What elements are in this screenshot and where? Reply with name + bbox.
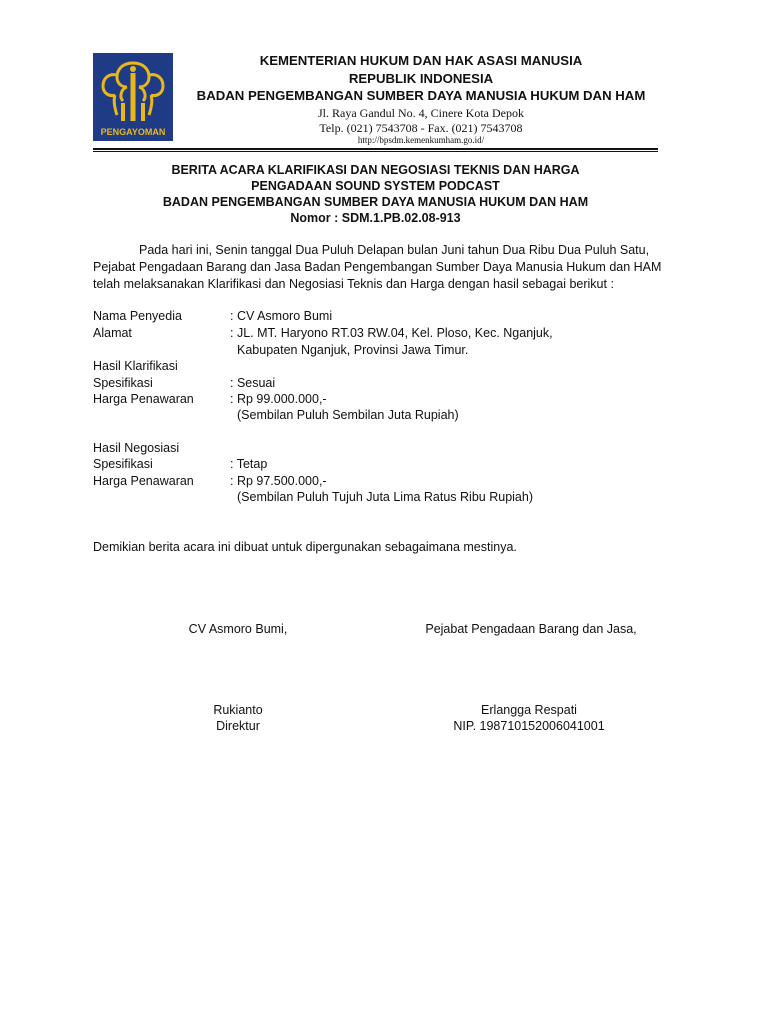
- signatory-right-name: Erlangga Respati: [481, 703, 577, 717]
- clarification-spec-value: : Sesuai: [230, 376, 276, 390]
- signatory-right-nip: NIP. 198710152006041001: [453, 719, 605, 733]
- signatory-left-party: CV Asmoro Bumi,: [188, 622, 288, 636]
- provider-value: : CV Asmoro Bumi: [230, 309, 333, 323]
- ministry-name: KEMENTERIAN HUKUM DAN HAK ASASI MANUSIA: [259, 53, 583, 68]
- clarification-heading: Hasil Klarifikasi: [93, 359, 178, 373]
- negotiation-spec-value: : Tetap: [230, 457, 268, 471]
- letterhead-divider-thin: [93, 151, 658, 152]
- negotiation-price-words: (Sembilan Puluh Tujuh Juta Lima Ratus Ribu Rupiah): [237, 490, 533, 504]
- document-agency: BADAN PENGEMBANGAN SUMBER DAYA MANUSIA HUKUM DAN HAM: [162, 195, 589, 209]
- intro-line-1: Pada hari ini, Senin tanggal Dua Puluh Delapan bulan Juni tahun Dua Ribu Dua Puluh Satu,: [139, 243, 650, 257]
- negotiation-price-label: Harga Penawaran: [93, 474, 194, 488]
- agency-address: Jl. Raya Gandul No. 4, Cinere Kota Depok: [318, 106, 524, 120]
- agency-website: http://bpsdm.kemenkumham.go.id/: [357, 135, 485, 145]
- agency-name: BADAN PENGEMBANGAN SUMBER DAYA MANUSIA HUKUM DAN HAM: [196, 88, 646, 103]
- signatory-left-name: Rukianto: [213, 703, 263, 717]
- negotiation-spec-label: Spesifikasi: [93, 457, 153, 471]
- document-title: BERITA ACARA KLARIFIKASI DAN NEGOSIASI TEKNIS DAN HARGA: [171, 163, 580, 177]
- pengayoman-logo: [93, 53, 173, 141]
- negotiation-price-value: : Rp 97.500.000,-: [230, 474, 327, 488]
- document-number: Nomor : SDM.1.PB.02.08-913: [290, 211, 461, 225]
- address-continuation: Kabupaten Nganjuk, Provinsi Jawa Timur.: [237, 343, 469, 357]
- letterhead-divider: [93, 148, 658, 150]
- signatory-left-title: Direktur: [216, 719, 260, 733]
- provider-label: Nama Penyedia: [93, 309, 182, 323]
- intro-line-3: telah melaksanakan Klarifikasi dan Negosiasi Teknis dan Harga dengan hasil sebagai berikut :: [93, 277, 614, 291]
- address-value: : JL. MT. Haryono RT.03 RW.04, Kel. Ploso, Kec. Nganjuk,: [230, 326, 553, 340]
- country-name: REPUBLIK INDONESIA: [348, 71, 494, 86]
- intro-line-2: Pejabat Pengadaan Barang dan Jasa Badan Pengembangan Sumber Daya Manusia Hukum dan HAM: [93, 260, 662, 274]
- agency-phone-fax: Telp. (021) 7543708 - Fax. (021) 7543708: [319, 121, 523, 135]
- logo-caption: PENGAYOMAN: [100, 127, 166, 137]
- clarification-price-words: (Sembilan Puluh Sembilan Juta Rupiah): [237, 408, 459, 422]
- address-label: Alamat: [93, 326, 132, 340]
- clarification-price-label: Harga Penawaran: [93, 392, 194, 406]
- negotiation-heading: Hasil Negosiasi: [93, 441, 180, 455]
- document-subject: PENGADAAN SOUND SYSTEM PODCAST: [251, 179, 500, 193]
- clarification-spec-label: Spesifikasi: [93, 376, 153, 390]
- signatory-right-party: Pejabat Pengadaan Barang dan Jasa,: [425, 622, 637, 636]
- closing-statement: Demikian berita acara ini dibuat untuk dipergunakan sebagaimana mestinya.: [93, 540, 517, 554]
- banyan-tree-emblem-icon: [93, 53, 173, 141]
- clarification-price-value: : Rp 99.000.000,-: [230, 392, 327, 406]
